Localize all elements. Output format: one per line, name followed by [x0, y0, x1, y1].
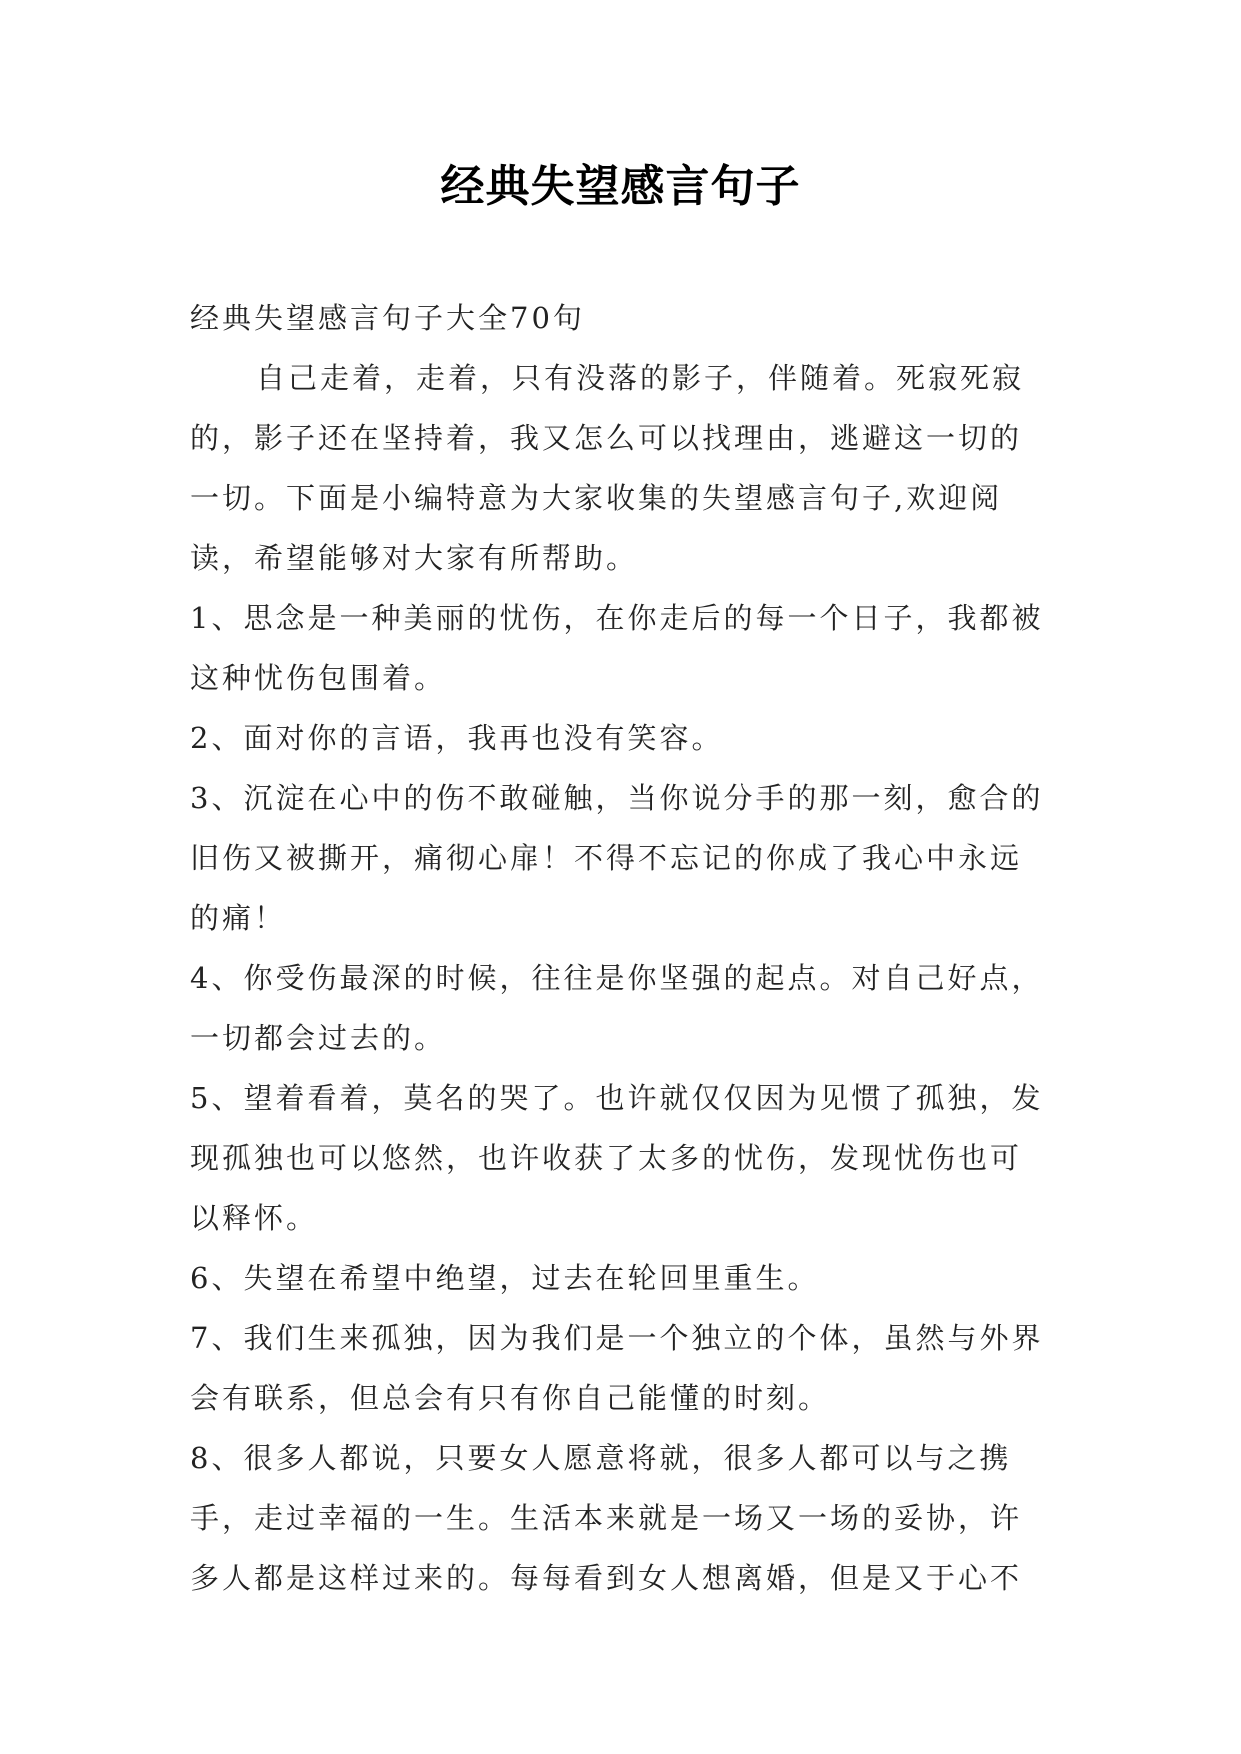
quote-item-7: 7、我们生来孤独，因为我们是一个独立的个体，虽然与外界会有联系，但总会有只有你自己能懂的时刻。 — [190, 1321, 1044, 1415]
page-title: 经典失望感言句子 — [440, 161, 801, 212]
quote-item-1: 1、思念是一种美丽的忧伤，在你走后的每一个日子，我都被这种忧伤包围着。 — [190, 601, 1044, 695]
quote-item-6: 6、失望在希望中绝望，过去在轮回里重生。 — [190, 1261, 820, 1295]
quote-item-4: 4、你受伤最深的时候，往往是你坚强的起点。对自己好点，一切都会过去的。 — [190, 961, 1044, 1055]
quote-item-3: 3、沉淀在心中的伤不敢碰触，当你说分手的那一刻，愈合的旧伤又被撕开，痛彻心扉！不得不忘记的你成了我心中永远的痛！ — [190, 781, 1044, 935]
quote-item-2: 2、面对你的言语，我再也没有笑容。 — [190, 721, 724, 755]
intro-paragraph: 自己走着，走着，只有没落的影子，伴随着。死寂死寂的，影子还在坚持着，我又怎么可以找理由，逃避这一切的一切。下面是小编特意为大家收集的失望感言句子,欢迎阅读，希望能够对大家有所帮助。 — [190, 361, 1025, 575]
quote-item-8: 8、很多人都说，只要女人愿意将就，很多人都可以与之携手，走过幸福的一生。生活本来就是一场又一场的妥协，许多人都是这样过来的。每每看到女人想离婚，但是又于心不 — [190, 1441, 1023, 1595]
document-body — [190, 288, 1050, 1608]
document-subtitle: 经典失望感言句子大全70句 — [190, 301, 585, 335]
quote-item-5: 5、望着看着，莫名的哭了。也许就仅仅因为见惯了孤独，发现孤独也可以悠然，也许收获了太多的忧伤，发现忧伤也可以释怀。 — [190, 1081, 1044, 1235]
